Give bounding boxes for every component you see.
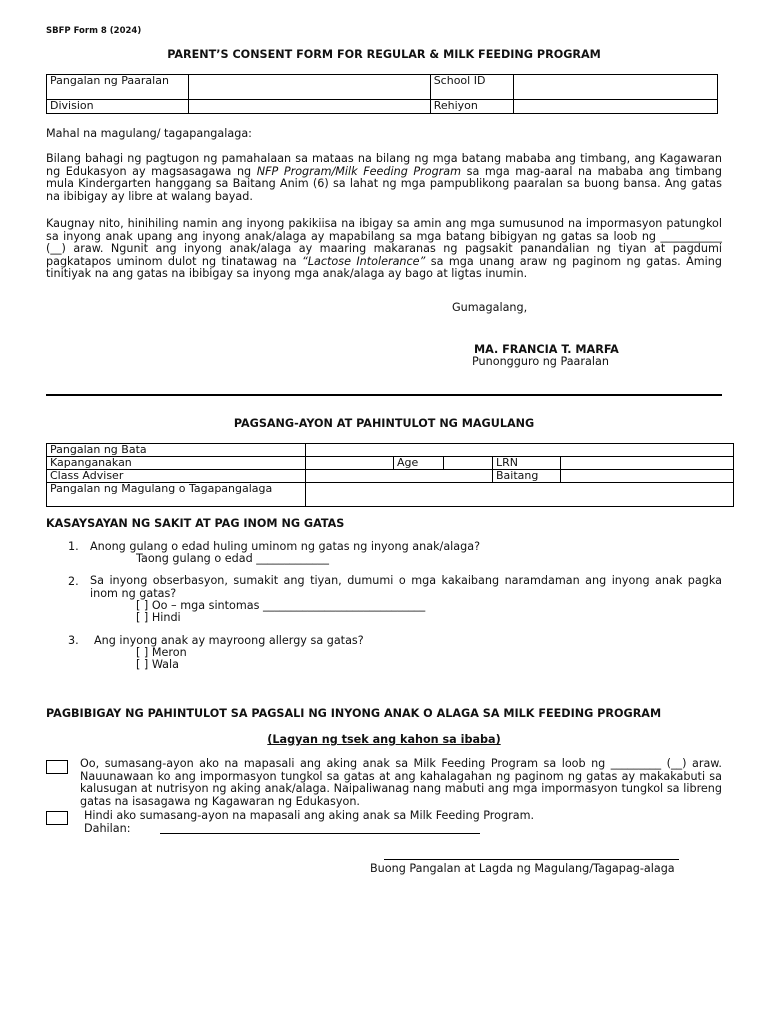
age-field[interactable] <box>444 457 493 470</box>
child-info-table <box>46 443 734 507</box>
school-id-field[interactable] <box>514 75 718 100</box>
reason-field[interactable] <box>160 833 480 834</box>
school-name-label: Pangalan ng Paaralan <box>47 75 189 100</box>
consent-yes-text: Oo, sumasang-ayon ako na mapasali ang aking anak sa Milk Feeding Program sa loob ng _________ (__) araw. Nauunawaan ko ang impormasyon tungkol sa gatas at ang kahalagahan ng paginom ng gatas ay makakabuti sa kalusugan at nutrisyon ng aking anak/alaga. Naipaliwanag nang mabuti ang mga impormasyon tungkol sa libreng gatas na isasagawa ng Kagawaran ng Edukasyon. <box>80 757 722 808</box>
consent-yes-checkbox[interactable] <box>46 760 68 774</box>
q1-answer: Taong gulang o edad _____________ <box>136 552 329 565</box>
school-name-field[interactable] <box>188 75 430 100</box>
q3-text: Ang inyong anak ay mayroong allergy sa gatas? <box>94 634 364 647</box>
consent-no-checkbox[interactable] <box>46 811 68 825</box>
permission-title: PAGBIBIGAY NG PAHINTULOT SA PAGSALI NG INYONG ANAK O ALAGA SA MILK FEEDING PROGRAM <box>46 707 662 720</box>
birthdate-label: Kapanganakan <box>47 457 306 470</box>
section-divider <box>46 394 722 396</box>
consent-no-text: Hindi ako sumasang-ayon na mapasali ang aking anak sa Milk Feeding Program. <box>84 809 535 822</box>
signature-label: Buong Pangalan at Lagda ng Magulang/Tagapag-alaga <box>370 862 675 875</box>
form-title: PARENT’S CONSENT FORM FOR REGULAR & MILK FEEDING PROGRAM <box>167 48 601 61</box>
letter-paragraph-1: Bilang bahagi ng pagtugon ng pamahalaan sa mataas na bilang ng mga batang mababa ang timbang, ang Kagawaran ng Edukasyon ay magsasagawa ng NFP Program/Milk Feeding Program sa mga mag-aaral na mababa ang timbang mula Kindergarten hanggang sa Baitang Anim (6) sa lahat ng mga pampublikong paaralan sa buong bansa. Ang gatas na ibibigay ay libre at walang bayad. <box>46 152 722 203</box>
lrn-label: LRN <box>493 457 561 470</box>
history-title: KASAYSAYAN NG SAKIT AT PAG INOM NG GATAS <box>46 517 345 530</box>
letter-paragraph-2: Kaugnay nito, hinihiling namin ang inyong pakikiisa na ibigay sa amin ang mga sumusunod na impormasyon patungkol sa inyong anak upang ang inyong anak/alaga ay mapabilang sa mga batang bibigyan ng gatas sa loob ng ___________ (__) araw. Ngunit ang inyong anak/alaga ay maaring makaranas ng pagsakit panandalian ng tiyan at pagdumi pagkatapos uminom dulot ng tinatawag na “Lactose Intolerance” sa mga unang araw ng paginom ng gatas. Aming tinitiyak na ang gatas na ibibigay sa inyong mga anak/alaga ay bago at ligtas inumin. <box>46 217 722 281</box>
parent-name-label: Pangalan ng Magulang o Tagapangalaga <box>47 483 306 507</box>
q3-number: 3. <box>68 634 79 647</box>
signatory-name: MA. FRANCIA T. MARFA <box>474 343 619 356</box>
consent-section-title: PAGSANG-AYON AT PAHINTULOT NG MAGULANG <box>233 417 535 430</box>
school-info-table <box>46 74 718 114</box>
child-name-label: Pangalan ng Bata <box>47 444 306 457</box>
q1-text: Anong gulang o edad huling uminom ng gatas ng inyong anak/alaga? <box>90 540 481 553</box>
division-field[interactable] <box>188 100 430 114</box>
permission-instruction: (Lagyan ng tsek ang kahon sa ibaba) <box>267 733 501 746</box>
child-name-field[interactable] <box>306 444 734 457</box>
q2-text: Sa inyong obserbasyon, sumakit ang tiyan, dumumi o mga kakaibang naramdaman ang inyong anak pagka inom ng gatas? <box>90 574 722 600</box>
adviser-label: Class Adviser <box>47 470 306 483</box>
q3-option-yes[interactable]: [ ] Meron <box>136 646 187 659</box>
form-code: SBFP Form 8 (2024) <box>46 26 142 36</box>
region-label: Rehiyon <box>430 100 513 114</box>
school-id-label: School ID <box>430 75 513 100</box>
parent-name-field[interactable] <box>306 483 734 507</box>
letter-closing: Gumagalang, <box>452 301 528 314</box>
region-field[interactable] <box>514 100 718 114</box>
q3-option-no[interactable]: [ ] Wala <box>136 658 180 671</box>
grade-label: Baitang <box>493 470 561 483</box>
letter-salutation: Mahal na magulang/ tagapangalaga: <box>46 127 252 140</box>
q2-option-yes[interactable]: [ ] Oo – mga sintomas _____________________________ <box>136 599 426 612</box>
adviser-field[interactable] <box>306 470 493 483</box>
division-label: Division <box>47 100 189 114</box>
reason-label: Dahilan: <box>84 822 131 835</box>
signatory-title: Punongguro ng Paaralan <box>472 355 609 368</box>
age-label: Age <box>394 457 444 470</box>
q2-number: 2. <box>68 575 79 588</box>
grade-field[interactable] <box>561 470 734 483</box>
birthdate-field[interactable] <box>306 457 394 470</box>
signature-line[interactable] <box>384 859 679 860</box>
q1-number: 1. <box>68 540 79 553</box>
lrn-field[interactable] <box>561 457 734 470</box>
q2-option-no[interactable]: [ ] Hindi <box>136 611 181 624</box>
